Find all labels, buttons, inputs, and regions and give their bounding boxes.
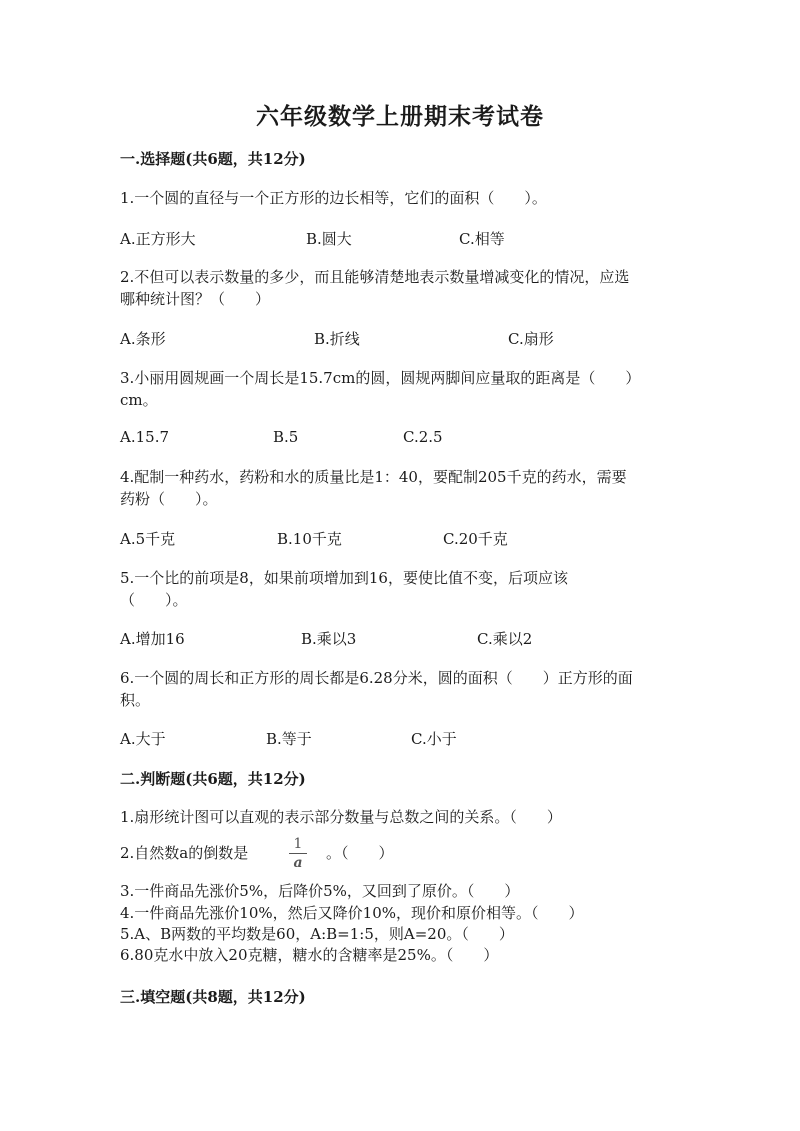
judge-question-2-blank: 。（ ） [326, 844, 394, 862]
judge-question-3: 3.一件商品先涨价5%，后降价5%，又回到了原价。（ ） [120, 882, 520, 900]
choice-q5-option-b: B.乘以3 [301, 630, 357, 648]
choice-q5-option-c: C.乘以2 [477, 630, 533, 648]
choice-question-2-line1: 2.不但可以表示数量的多少，而且能够清楚地表示数量增减变化的情况，应选 [120, 268, 630, 286]
choice-q1-option-c: C.相等 [459, 230, 505, 248]
choice-question-5-line1: 5.一个比的前项是8，如果前项增加到16，要使比值不变，后项应该 [120, 569, 568, 587]
reciprocal-fraction [289, 836, 307, 871]
choice-q6-option-c: C.小于 [411, 730, 457, 748]
choice-question-4-line2: 药粉（ ）。 [120, 490, 218, 508]
judge-question-5: 5.A、B两数的平均数是60，A:B=1:5，则A=20。（ ） [120, 925, 514, 943]
choice-q2-option-a: A.条形 [120, 330, 166, 348]
judge-question-4: 4.一件商品先涨价10%，然后又降价10%，现价和原价相等。（ ） [120, 904, 584, 922]
choice-question-3-line1: 3.小丽用圆规画一个周长是15.7cm的圆，圆规两脚间应量取的距离是（ ） [120, 369, 641, 387]
choice-q4-option-c: C.20千克 [443, 530, 508, 548]
choice-q1-option-b: B.圆大 [306, 230, 352, 248]
choice-question-5-line2: （ ）。 [120, 591, 188, 609]
choice-q3-option-b: B.5 [273, 428, 299, 446]
choice-question-6-line2: 积。 [120, 691, 151, 709]
judge-question-1: 1.扇形统计图可以直观的表示部分数量与总数之间的关系。（ ） [120, 808, 562, 826]
page-title: 六年级数学上册期末考试卷 [256, 103, 544, 130]
fraction-bar [289, 853, 307, 854]
choice-q2-option-b: B.折线 [314, 330, 360, 348]
choice-question-2-line2: 哪种统计图？（ ） [120, 290, 271, 308]
choice-q4-option-b: B.10千克 [277, 530, 342, 548]
section-heading-choice: 一.选择题(共6题，共12分) [120, 150, 306, 168]
choice-question-3-line2: cm。 [120, 391, 158, 409]
choice-q3-option-c: C.2.5 [403, 428, 443, 446]
section-heading-judge: 二.判断题(共6题，共12分) [120, 770, 306, 788]
choice-q6-option-b: B.等于 [266, 730, 312, 748]
fraction-numerator: 1 [293, 836, 303, 852]
choice-question-4-line1: 4.配制一种药水，药粉和水的质量比是1：40，要配制205千克的药水，需要 [120, 468, 627, 486]
judge-question-6: 6.80克水中放入20克糖，糖水的含糖率是25%。（ ） [120, 946, 499, 964]
fraction-denominator: a [293, 855, 303, 871]
choice-q5-option-a: A.增加16 [120, 630, 185, 648]
judge-question-2-text: 2.自然数a的倒数是 [120, 844, 249, 862]
choice-q1-option-a: A.正方形大 [120, 230, 196, 248]
choice-q6-option-a: A.大于 [120, 730, 166, 748]
choice-q4-option-a: A.5千克 [120, 530, 176, 548]
choice-question-1: 1.一个圆的直径与一个正方形的边长相等，它们的面积（ ）。 [120, 189, 547, 207]
section-heading-fill: 三.填空题(共8题，共12分) [120, 988, 306, 1006]
choice-q2-option-c: C.扇形 [508, 330, 554, 348]
choice-q3-option-a: A.15.7 [120, 428, 169, 446]
choice-question-6-line1: 6.一个圆的周长和正方形的周长都是6.28分米，圆的面积（ ）正方形的面 [120, 669, 633, 687]
